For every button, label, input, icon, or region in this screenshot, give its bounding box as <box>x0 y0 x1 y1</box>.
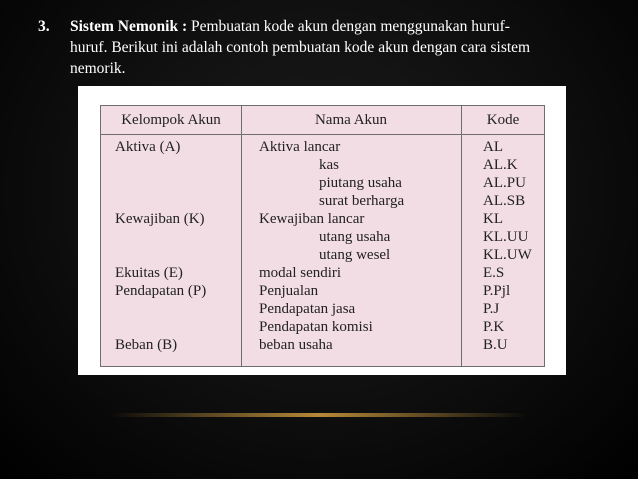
cell-code: AL <box>483 139 503 155</box>
table-row <box>101 246 544 264</box>
cell-name: kas <box>319 157 339 173</box>
cell-code: KL <box>483 211 503 227</box>
section-line2: huruf. Berikut ini adalah contoh pembuatan kode akun dengan cara sistem <box>70 39 531 56</box>
table-row <box>101 210 544 228</box>
cell-name: Aktiva lancar <box>259 139 341 155</box>
cell-name: utang usaha <box>319 229 391 245</box>
decorative-glow-line <box>110 413 528 417</box>
section-number: 3. <box>38 18 50 35</box>
cell-name: beban usaha <box>259 337 333 353</box>
cell-name: Penjualan <box>259 283 319 299</box>
table-row <box>101 138 544 156</box>
cell-group: Kewajiban (K) <box>115 211 205 227</box>
cell-code: KL.UU <box>483 229 529 245</box>
header-group: Kelompok Akun <box>121 112 221 128</box>
section-term: Sistem Nemonik : <box>70 18 188 35</box>
table-row <box>101 264 544 282</box>
table-figure <box>78 86 566 375</box>
table-row <box>101 282 544 300</box>
cell-name: Pendapatan komisi <box>259 319 373 335</box>
table-header <box>101 106 544 135</box>
section-text <box>70 16 598 79</box>
cell-code: B.U <box>483 337 508 353</box>
table-row <box>101 300 544 318</box>
table-row <box>101 228 544 246</box>
cell-code: KL.UW <box>483 247 532 263</box>
cell-group: Ekuitas (E) <box>115 265 183 281</box>
cell-code: P.J <box>483 301 500 317</box>
cell-code: P.Pjl <box>483 283 511 299</box>
section-line3: nemorik. <box>70 60 126 77</box>
cell-code: AL.SB <box>483 193 526 209</box>
cell-group: Pendapatan (P) <box>115 283 207 299</box>
cell-name: surat berharga <box>319 193 405 209</box>
cell-code: AL.PU <box>483 175 526 191</box>
cell-name: piutang usaha <box>319 175 402 191</box>
section-heading <box>38 16 598 79</box>
table-row <box>101 336 544 354</box>
cell-group: Beban (B) <box>115 337 178 353</box>
header-code: Kode <box>486 112 520 128</box>
table-row <box>101 318 544 336</box>
table-row <box>101 174 544 192</box>
cell-code: P.K <box>483 319 505 335</box>
cell-code: E.S <box>483 265 505 281</box>
cell-name: modal sendiri <box>259 265 342 281</box>
cell-code: AL.K <box>483 157 518 173</box>
account-code-table <box>100 105 545 367</box>
section-line1: Pembuatan kode akun dengan menggunakan huruf- <box>187 18 510 35</box>
cell-group: Aktiva (A) <box>115 139 181 155</box>
cell-name: Pendapatan jasa <box>259 301 356 317</box>
cell-name: utang wesel <box>319 247 391 263</box>
table-row <box>101 192 544 210</box>
table-row <box>101 156 544 174</box>
cell-name: Kewajiban lancar <box>259 211 365 227</box>
header-name: Nama Akun <box>314 112 388 128</box>
